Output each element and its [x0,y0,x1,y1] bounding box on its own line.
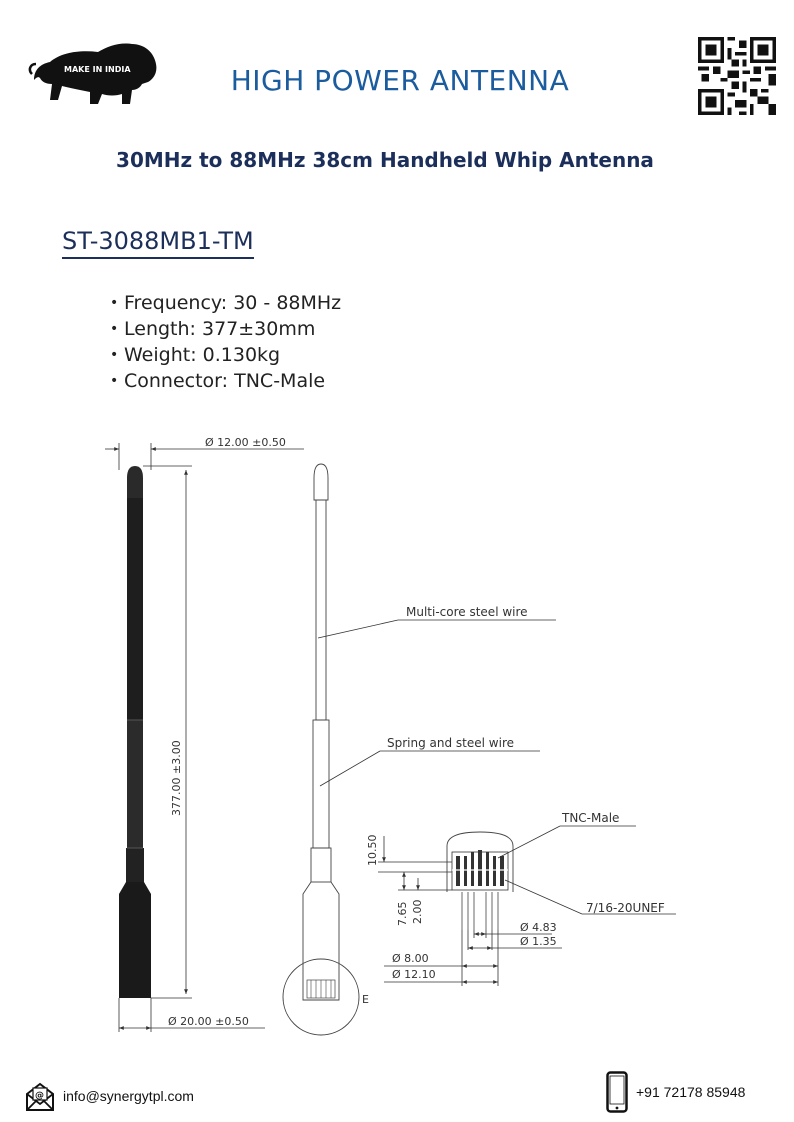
antenna-side-view [119,466,151,998]
email-text[interactable]: info@synergytpl.com [63,1088,194,1104]
model-number: ST-3088MB1-TM [62,226,254,259]
dim-7-65-label: 7.65 [396,901,409,926]
email-contact[interactable] [25,1078,194,1114]
dim-4-83-label: Ø 4.83 [520,921,557,934]
dim-2-00-label: 2.00 [411,899,424,924]
top-diameter-dimension [105,436,304,470]
top-diameter-label: Ø 12.00 ±0.50 [205,436,286,449]
antenna-outline-view [283,464,359,1035]
spec-connector: • Connector: TNC-Male [110,368,341,394]
envelope-icon [25,1080,55,1112]
spring-label: Spring and steel wire [387,736,515,750]
multicore-callout [318,605,556,638]
make-in-india-logo [28,40,160,106]
svg-text:@: @ [35,1091,44,1101]
connector-height-dimensions [378,836,452,890]
dim-8-00-label: Ø 8.00 [392,952,429,965]
detail-e-label: E [362,993,369,1006]
base-diameter-label: Ø 20.00 ±0.50 [168,1015,249,1028]
dim-12-10-label: Ø 12.10 [392,968,436,981]
spec-list [110,290,341,394]
spec-frequency: • Frequency: 30 - 88MHz [110,290,341,316]
page-title: HIGH POWER ANTENNA [230,64,570,97]
dim-1-35-label: Ø 1.35 [520,935,557,948]
connector-detail [447,832,513,930]
tnc-label: TNC-Male [562,811,620,825]
spring-callout [320,736,540,786]
logo-text: MAKE IN INDIA [64,65,131,74]
spec-length: • Length: 377±30mm [110,316,341,342]
base-diameter-dimension [119,998,265,1032]
phone-text[interactable]: +91 72178 85948 [636,1084,746,1100]
tnc-callout [498,811,636,858]
product-subtitle: 30MHz to 88MHz 38cm Handheld Whip Antenna [116,148,654,172]
dim-10-50-label: 10.50 [366,834,379,866]
qr-code-icon [698,37,776,115]
technical-drawing [0,420,794,1060]
mobile-phone-icon [606,1071,628,1113]
thread-label: 7/16-20UNEF [586,901,665,915]
multicore-label: Multi-core steel wire [406,605,528,619]
phone-contact[interactable] [606,1070,745,1114]
length-label: 377.00 ±3.00 [170,740,183,816]
spec-weight: • Weight: 0.130kg [110,342,341,368]
thread-callout [505,880,676,915]
